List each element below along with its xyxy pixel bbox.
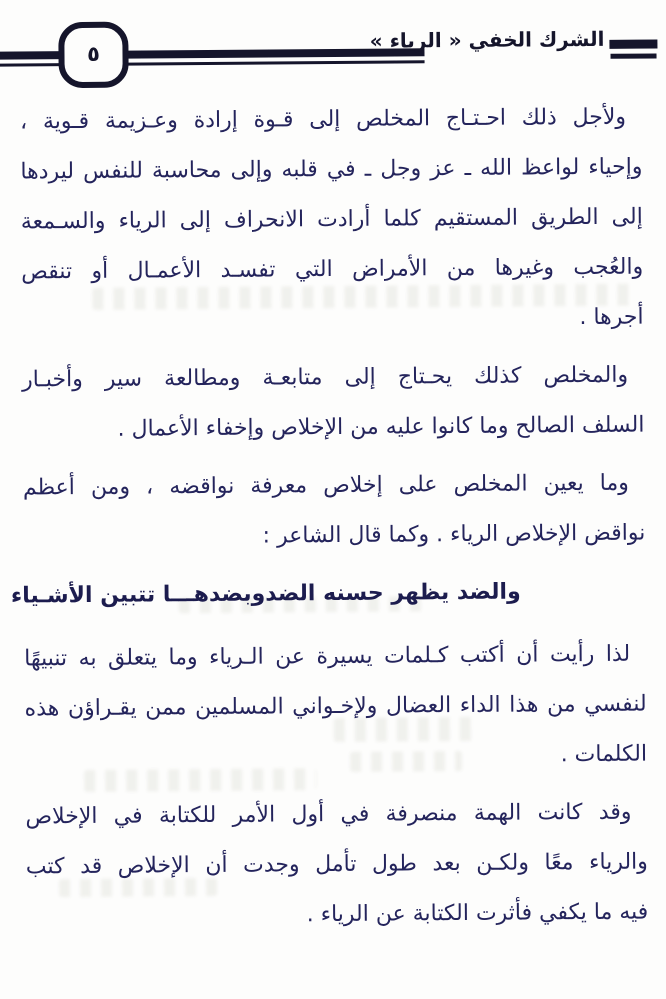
text-line: والرياء معًا ولكـن بعد طول تأمل وجدت أن الإخلاص قد كتب bbox=[25, 849, 648, 880]
text-line: لذا رأيت أن أكتب كـلمات يسيرة عن الـرياء وما يتعلق به تنبيهًا bbox=[24, 641, 631, 672]
header-right-bar-thin bbox=[611, 53, 657, 58]
paragraph-1 bbox=[20, 93, 644, 348]
text-line: السلف الصالح وما كانوا عليه من الإخلاص وإخفاء الأعمال . bbox=[117, 412, 645, 442]
text-line: فيه ما يكفي فأثرت الكتابة عن الرياء . bbox=[306, 899, 649, 928]
poem-verse bbox=[10, 568, 521, 622]
page-number-badge bbox=[58, 22, 129, 89]
paragraph-3 bbox=[23, 459, 646, 564]
text-line: وإحياء لواعظ الله ـ عز وجل ـ في قلبه وإلى محاسبة للنفس ليردها bbox=[20, 154, 643, 185]
text-line: إلى الطريق المستقيم كلما أرادت الانحراف إلى الرياء والسـمعة bbox=[20, 204, 643, 235]
paragraph-2 bbox=[22, 351, 645, 456]
text-line: نواقض الإخلاص الرياء . وكما قال الشاعر : bbox=[262, 520, 646, 549]
text-line: والعُجب وغيرها من الأمراض التي تفسـد الأعمـال أو تنقص bbox=[21, 254, 644, 285]
text-line: الكلمات . bbox=[560, 741, 648, 768]
text-line: والمخلص كذلك يحـتاج إلى متابعـة ومطالعة سير وأخبـار bbox=[21, 362, 629, 393]
paragraph-5 bbox=[25, 788, 648, 943]
poem-hemistich-left: وبضدهـــا تتبين الأشـياء bbox=[10, 581, 266, 609]
text-line: أجرها . bbox=[579, 304, 644, 331]
page-text bbox=[0, 92, 666, 942]
page-title: الشرك الخفي « الرياء » bbox=[369, 26, 605, 53]
text-line: لنفسي من هذا الداء العضال ولإخـواني المسلمين ممن يقـراؤن هذه bbox=[24, 691, 647, 722]
text-line: ولأجل ذلك احـتـاج المخلص إلى قـوة إرادة وعـزيمة قـوية ، bbox=[19, 104, 627, 135]
page-number: ٥ bbox=[86, 41, 101, 66]
page-header bbox=[0, 0, 663, 98]
paragraph-4 bbox=[24, 630, 647, 785]
header-right-bar-thick bbox=[609, 39, 657, 48]
text-line: وما يعين المخلص على إخلاص معرفة نواقضه ، ومن أعظم bbox=[22, 470, 629, 501]
text-line: وقد كانت الهمة منصرفة في أول الأمر للكتابة في الإخلاص bbox=[25, 799, 632, 830]
poem-hemistich-right: والضد يظهر حسنه الضد bbox=[265, 579, 521, 607]
